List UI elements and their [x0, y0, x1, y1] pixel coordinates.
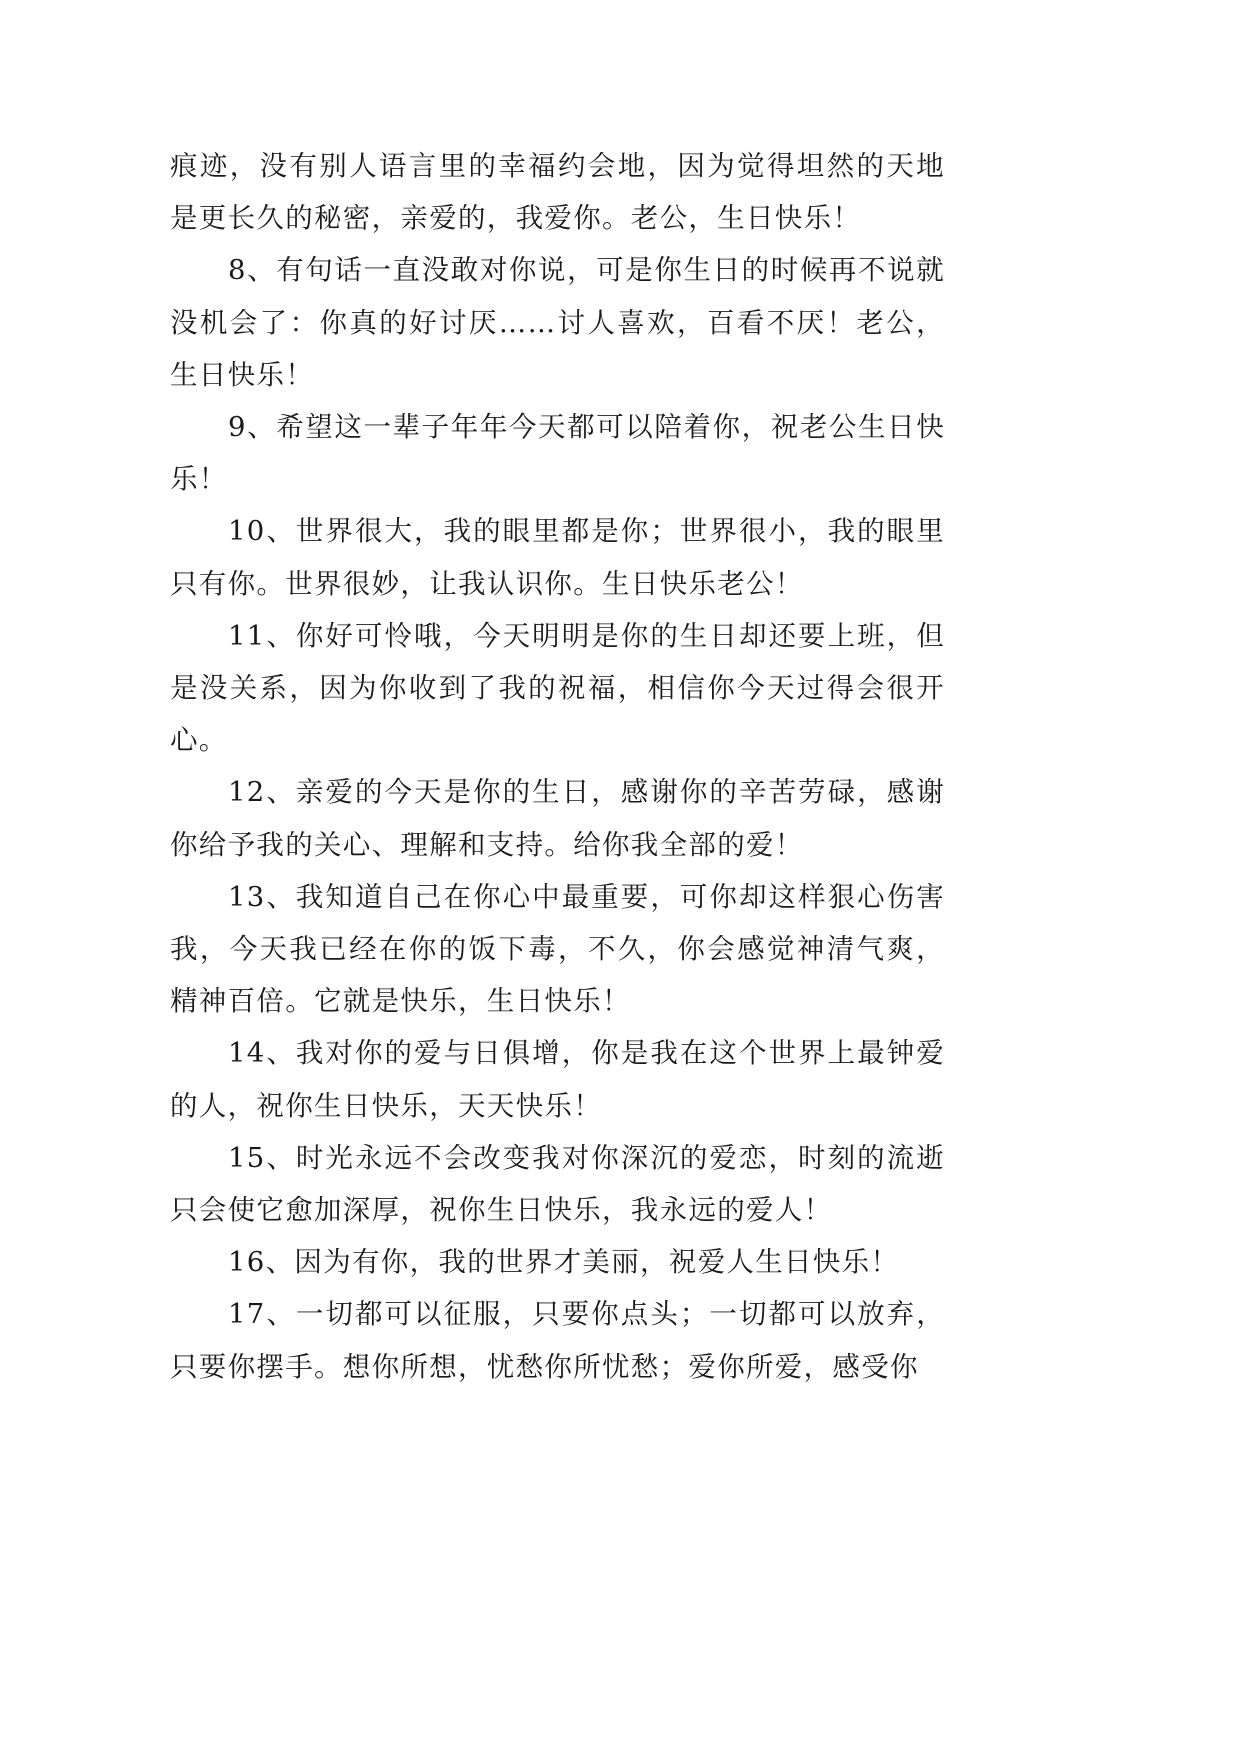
paragraph-item-9: 9、希望这一辈子年年今天都可以陪着你，祝老公生日快乐！: [170, 411, 945, 496]
paragraph-item-8: 8、有句话一直没敢对你说，可是你生日的时候再不说就没机会了：你真的好讨厌……讨人喜欢，百看不厌！老公，生日快乐！: [170, 254, 945, 391]
paragraph-item-14: 14、我对你的爱与日俱增，你是我在这个世界上最钟爱的人，祝你生日快乐，天天快乐！: [170, 1037, 945, 1122]
paragraph-item-17: 17、一切都可以征服，只要你点头；一切都可以放弃，只要你摆手。想你所想，忧愁你所忧愁；爱你所爱，感受你: [170, 1298, 945, 1383]
paragraph-item-15: 15、时光永远不会改变我对你深沉的爱恋，时刻的流逝只会使它愈加深厚，祝你生日快乐，我永远的爱人！: [170, 1141, 945, 1227]
document-body: [170, 140, 945, 1393]
paragraph-item-11: 11、你好可怜哦，今天明明是你的生日却还要上班，但是没关系，因为你收到了我的祝福，相信你今天过得会很开心。: [170, 619, 945, 757]
paragraph-item-10: 10、世界很大，我的眼里都是你；世界很小，我的眼里只有你。世界很妙，让我认识你。生日快乐老公！: [170, 515, 945, 600]
paragraph-item-13: 13、我知道自己在你心中最重要，可你却这样狠心伤害我，今天我已经在你的饭下毒，不久，你会感觉神清气爽，精神百倍。它就是快乐，生日快乐！: [170, 880, 945, 1018]
paragraph-continued: 痕迹，没有别人语言里的幸福约会地，因为觉得坦然的天地是更长久的秘密，亲爱的，我爱你。老公，生日快乐！: [170, 150, 945, 235]
paragraph-item-16: 16、因为有你，我的世界才美丽，祝爱人生日快乐！: [228, 1246, 900, 1279]
paragraph-item-12: 12、亲爱的今天是你的生日，感谢你的辛苦劳碌，感谢你给予我的关心、理解和支持。给你我全部的爱！: [170, 776, 945, 861]
